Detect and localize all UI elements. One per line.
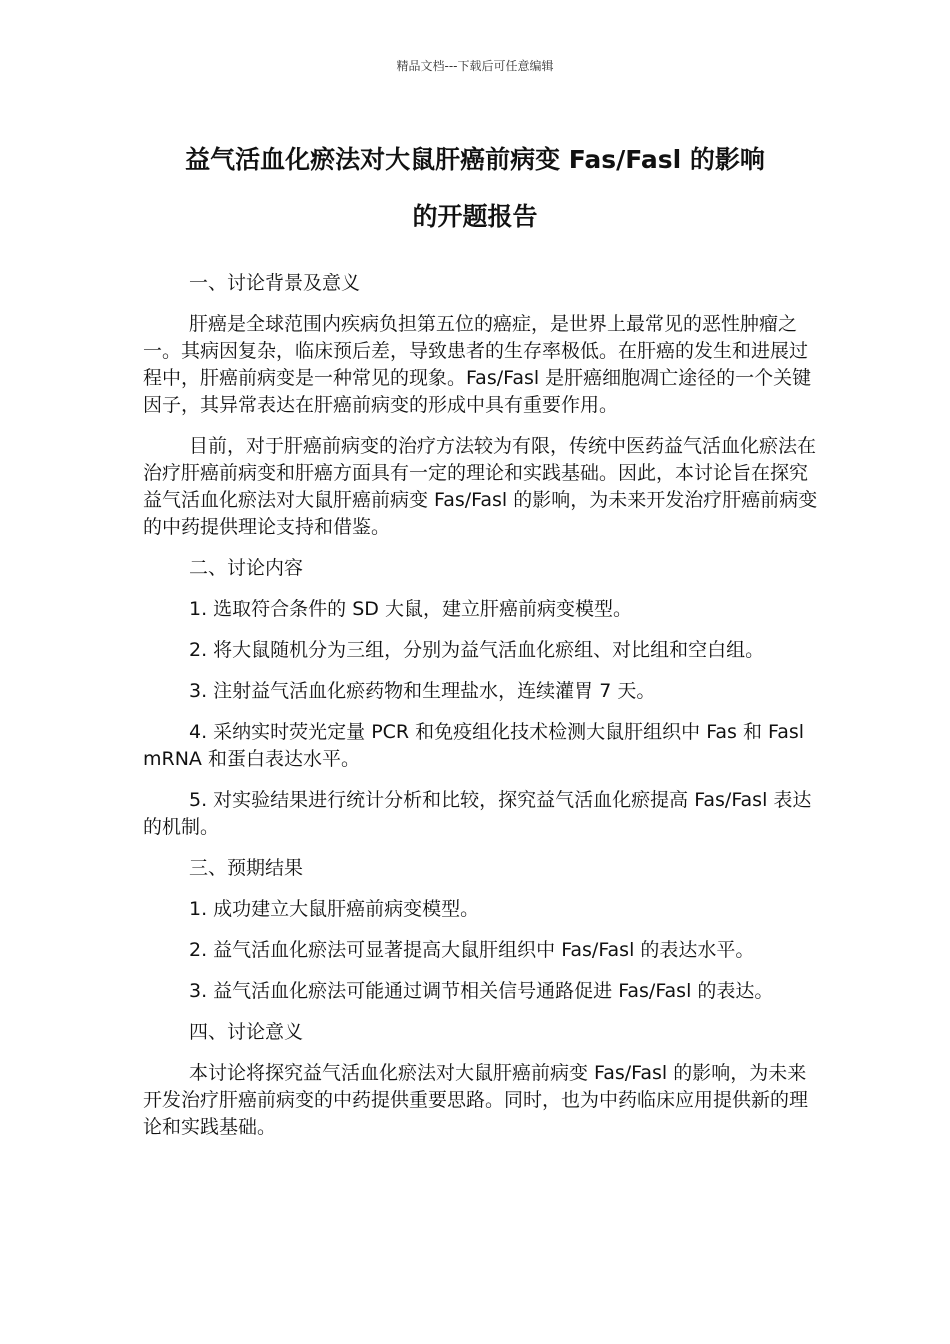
section-heading: 一、讨论背景及意义 (189, 272, 361, 294)
header-note: 精品文档---下载后可任意编辑 (396, 59, 554, 73)
document-title-line1: 益气活血化瘀法对大鼠肝癌前病变 Fas/Fasl 的影响 (185, 145, 765, 174)
paragraph: 目前，对于肝癌前病变的治疗方法较为有限，传统中医药益气活血化瘀法在治疗肝癌前病变和肝癌方面具有一定的理论和实践基础。因此，本讨论旨在探究益气活血化瘀法对大鼠肝癌前病变 Fas/Fasl 的影响，为未来开发治疗肝癌前病变的中药提供理论支持和借鉴。 (143, 435, 818, 538)
list-item: 2. 益气活血化瘀法可显著提高大鼠肝组织中 Fas/Fasl 的表达水平。 (189, 939, 755, 961)
list-item: 1. 选取符合条件的 SD 大鼠，建立肝癌前病变模型。 (189, 598, 632, 620)
list-item: 5. 对实验结果进行统计分析和比较，探究益气活血化瘀提高 Fas/Fasl 表达的机制。 (143, 789, 812, 838)
section-significance (143, 1019, 823, 1141)
section-heading: 二、讨论内容 (189, 557, 304, 579)
document-body (143, 270, 823, 1155)
list-item: 1. 成功建立大鼠肝癌前病变模型。 (189, 898, 480, 920)
section-heading: 四、讨论意义 (189, 1021, 304, 1043)
section-heading: 三、预期结果 (189, 857, 304, 879)
paragraph: 本讨论将探究益气活血化瘀法对大鼠肝癌前病变 Fas/Fasl 的影响，为未来开发治疗肝癌前病变的中药提供重要思路。同时，也为中药临床应用提供新的理论和实践基础。 (143, 1062, 809, 1138)
list-item: 2. 将大鼠随机分为三组，分别为益气活血化瘀组、对比组和空白组。 (189, 639, 765, 661)
list-item: 3. 益气活血化瘀法可能通过调节相关信号通路促进 Fas/Fasl 的表达。 (189, 980, 774, 1002)
list-item: 3. 注射益气活血化瘀药物和生理盐水，连续灌胃 7 天。 (189, 680, 656, 702)
section-expected-results (143, 855, 823, 1005)
paragraph: 肝癌是全球范围内疾病负担第五位的癌症，是世界上最常见的恶性肿瘤之一。其病因复杂，临床预后差，导致患者的生存率极低。在肝癌的发生和进展过程中，肝癌前病变是一种常见的现象。Fas/Fasl 是肝癌细胞凋亡途径的一个关键因子，其异常表达在肝癌前病变的形成中具有重要作用。 (143, 313, 812, 416)
list-item: 4. 采纳实时荧光定量 PCR 和免疫组化技术检测大鼠肝组织中 Fas 和 Fasl mRNA 和蛋白表达水平。 (143, 721, 805, 770)
section-content (143, 555, 823, 841)
document-title-line2: 的开题报告 (412, 202, 538, 231)
section-background (143, 270, 823, 541)
